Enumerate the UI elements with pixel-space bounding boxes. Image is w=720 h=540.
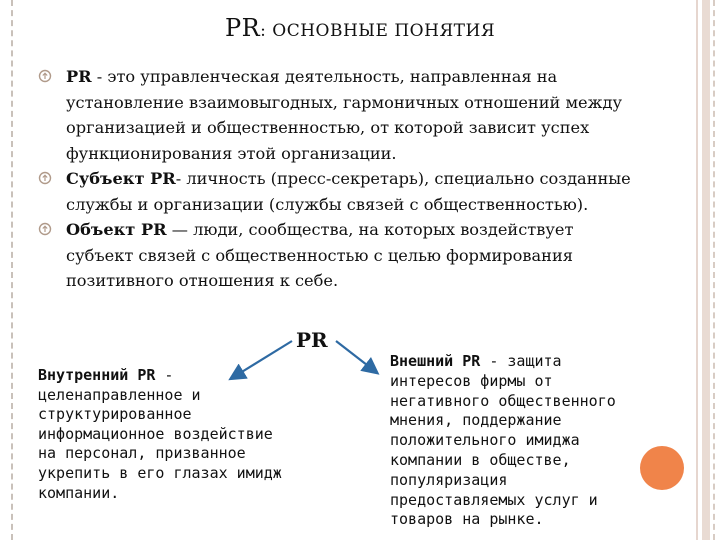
definition-term: Объект PR: [66, 220, 167, 239]
definition-term: Субъект PR: [66, 169, 176, 188]
definition-term: PR: [66, 67, 92, 86]
external-pr-term: Внешний PR: [390, 352, 481, 370]
internal-pr-term: Внутренний PR: [38, 366, 156, 384]
internal-pr-text: - целенаправленное и структурированное информационное воздействие на персонал, призванное укрепить в его глазах имидж компании.: [38, 366, 282, 502]
diagram-center-label: PR: [296, 328, 328, 352]
definition-text: — люди, сообщества, на которых воздействует субъект связей с общественностью с целью формирования позитивного отношения к себе.: [66, 220, 574, 290]
arrow-right: [336, 341, 376, 372]
internal-pr-block: [38, 366, 288, 503]
external-pr-block: [390, 352, 650, 530]
title-rest: : ОСНОВНЫЕ ПОНЯТИЯ: [260, 21, 496, 41]
title-abbr: PR: [224, 14, 261, 42]
definition-text: - это управленческая деятельность, направленная на установление взаимовыгодных, гармоничных отношений между организацией и общественностью, от которой зависит успех функционирования этой организации.: [66, 67, 623, 163]
external-pr-text: - защита интересов фирмы от негативного общественного мнения, поддержание положительного имиджа компании в обществе, популяризация предоставляемых услуг и товаров на рынке.: [390, 352, 616, 529]
definition-text: - личность (пресс-секретарь), специально созданные службы и организации (службы связей с общественностью).: [66, 169, 631, 214]
